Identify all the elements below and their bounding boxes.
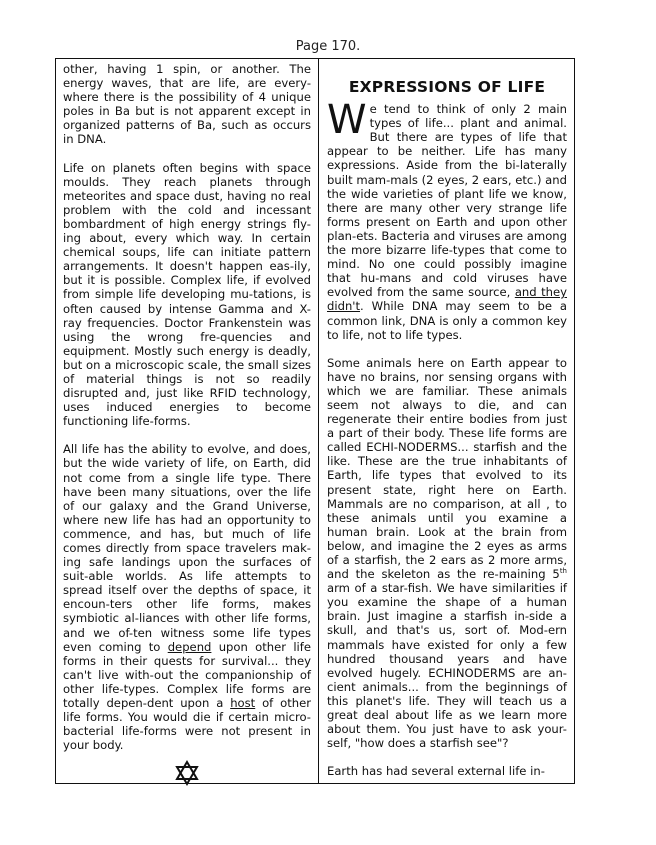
paragraph-life-on-planets: Life on planets often begins with space moulds. They reach planets through meteorites and space dust, having no real problem with the cold and incessant bombardment of high energy strings fly-ing about, every which way. In certain chemical soups, life can initiate pattern arrangements. It doesn't happen eas-ily, but it is possible. Complex life, if evolved from simple life developing mu-tations, is often caused by intense Gamma and X-ray frequencies. Doctor Frankenstein was using the wrong fre-quencies and equipment. Mostly such energy is deadly, but on a microscopic scale, the small sizes of material things is not so readily disrupted and, just like RFID technology, uses induced energies to become functioning life-forms. [63, 160, 311, 429]
paragraph-all-life-evolves [63, 442, 311, 752]
text-segment: Some animals here on Earth appear to have no brains, nor sensing organs with which we are familiar. These animals seem not always to die, and can regenerate their entire bodies from just a part of their body. These life forms are called ECHI-NODERMS... starfish and the like. These are the true inhabitants of Earth, life types that evolved to its present state, right here on Earth. Mammals are no comparison, at all , to these animals until you examine a human brain. Look at the brain from below, and imagine the 2 eyes as arms of a starfish, the 2 ears as 2 more arms, and the skeleton as the re-maining 5 [327, 355, 567, 582]
section-heading: EXPRESSIONS OF LIFE [348, 78, 546, 96]
drop-cap: W [327, 97, 367, 144]
text-segment: . While DNA may seem to be a common link, DNA is only a common key to life, not to life types. [327, 299, 567, 342]
text-segment: upon other life forms in their quests for survival... they can't live with-out the companionship of other life-types. Complex life forms are totally depen-dent upon a [63, 639, 311, 711]
two-column-text-frame [55, 58, 575, 784]
text-segment: All life has the ability to evolve, and does, but the wide variety of life, on Earth, did not come from a single life type. There have been many situations, over the life of our galaxy and the Grand Universe, where new life has had an opportunity to commence, and has, but much of life comes directly from space travelers mak-ing safe landings upon the surfaces of suit-able worlds. As life attempts to spread itself over the depths of space, it encoun-ters other life forms, makes symbiotic al-liances with other life forms, and we of-ten witness some life types even coming to [63, 442, 311, 654]
underlined-word-host: host [230, 696, 256, 711]
underlined-word-depend: depend [167, 639, 212, 654]
paragraph-earth-external-life: Earth has had several external life in- [327, 764, 545, 779]
paragraph-expressions-intro [327, 97, 567, 342]
text-segment: of other life forms. You would die if certain micro-bacterial life-forms were not present in your body. [63, 696, 311, 753]
paragraph-echinoderms [327, 356, 567, 751]
underlined-phrase: and they didn't [327, 285, 567, 314]
page-number: Page 170. [295, 39, 361, 54]
left-column [56, 59, 318, 783]
superscript-th: th [559, 567, 567, 576]
paragraph-energy-waves: other, having 1 spin, or another. The energy waves, that are life, are every-where there is the possibility of 4 unique poles in Ba but is not apparent except in organized patterns of Ba, such as occurs in DNA. [63, 62, 311, 147]
star-of-david-icon [63, 760, 311, 791]
right-column [319, 59, 575, 783]
text-segment: e tend to think of only 2 main types of life... plant and animal. But there are types of life that appear to be neither. Life has many expressions. Aside from the bi-laterally built mam-mals (2 eyes, 2 ears, etc.) and the wide varieties of plant life we know, there are many other very strange life forms present on Earth and upon other plan-ets. Bacteria and viruses are among the more bizarre life-types that come to mind. No one could possibly imagine that hu-mans and cold viruses have evolved from the same source, [327, 102, 567, 300]
text-segment: arm of a star-fish. We have similarities if you examine the shape of a human brain. Just imagine a starfish in-side a skull, and that's us, sort of. Mod-ern mammals have existed for only a few hundred thousand years and have evolved hugely. ECHINODERMS are an-cient animals... from the beginnings of this planet's life. They will teach us a great deal about life as we learn more about them. You just have to ask your-self, "how does a starfish see"? [327, 581, 567, 751]
